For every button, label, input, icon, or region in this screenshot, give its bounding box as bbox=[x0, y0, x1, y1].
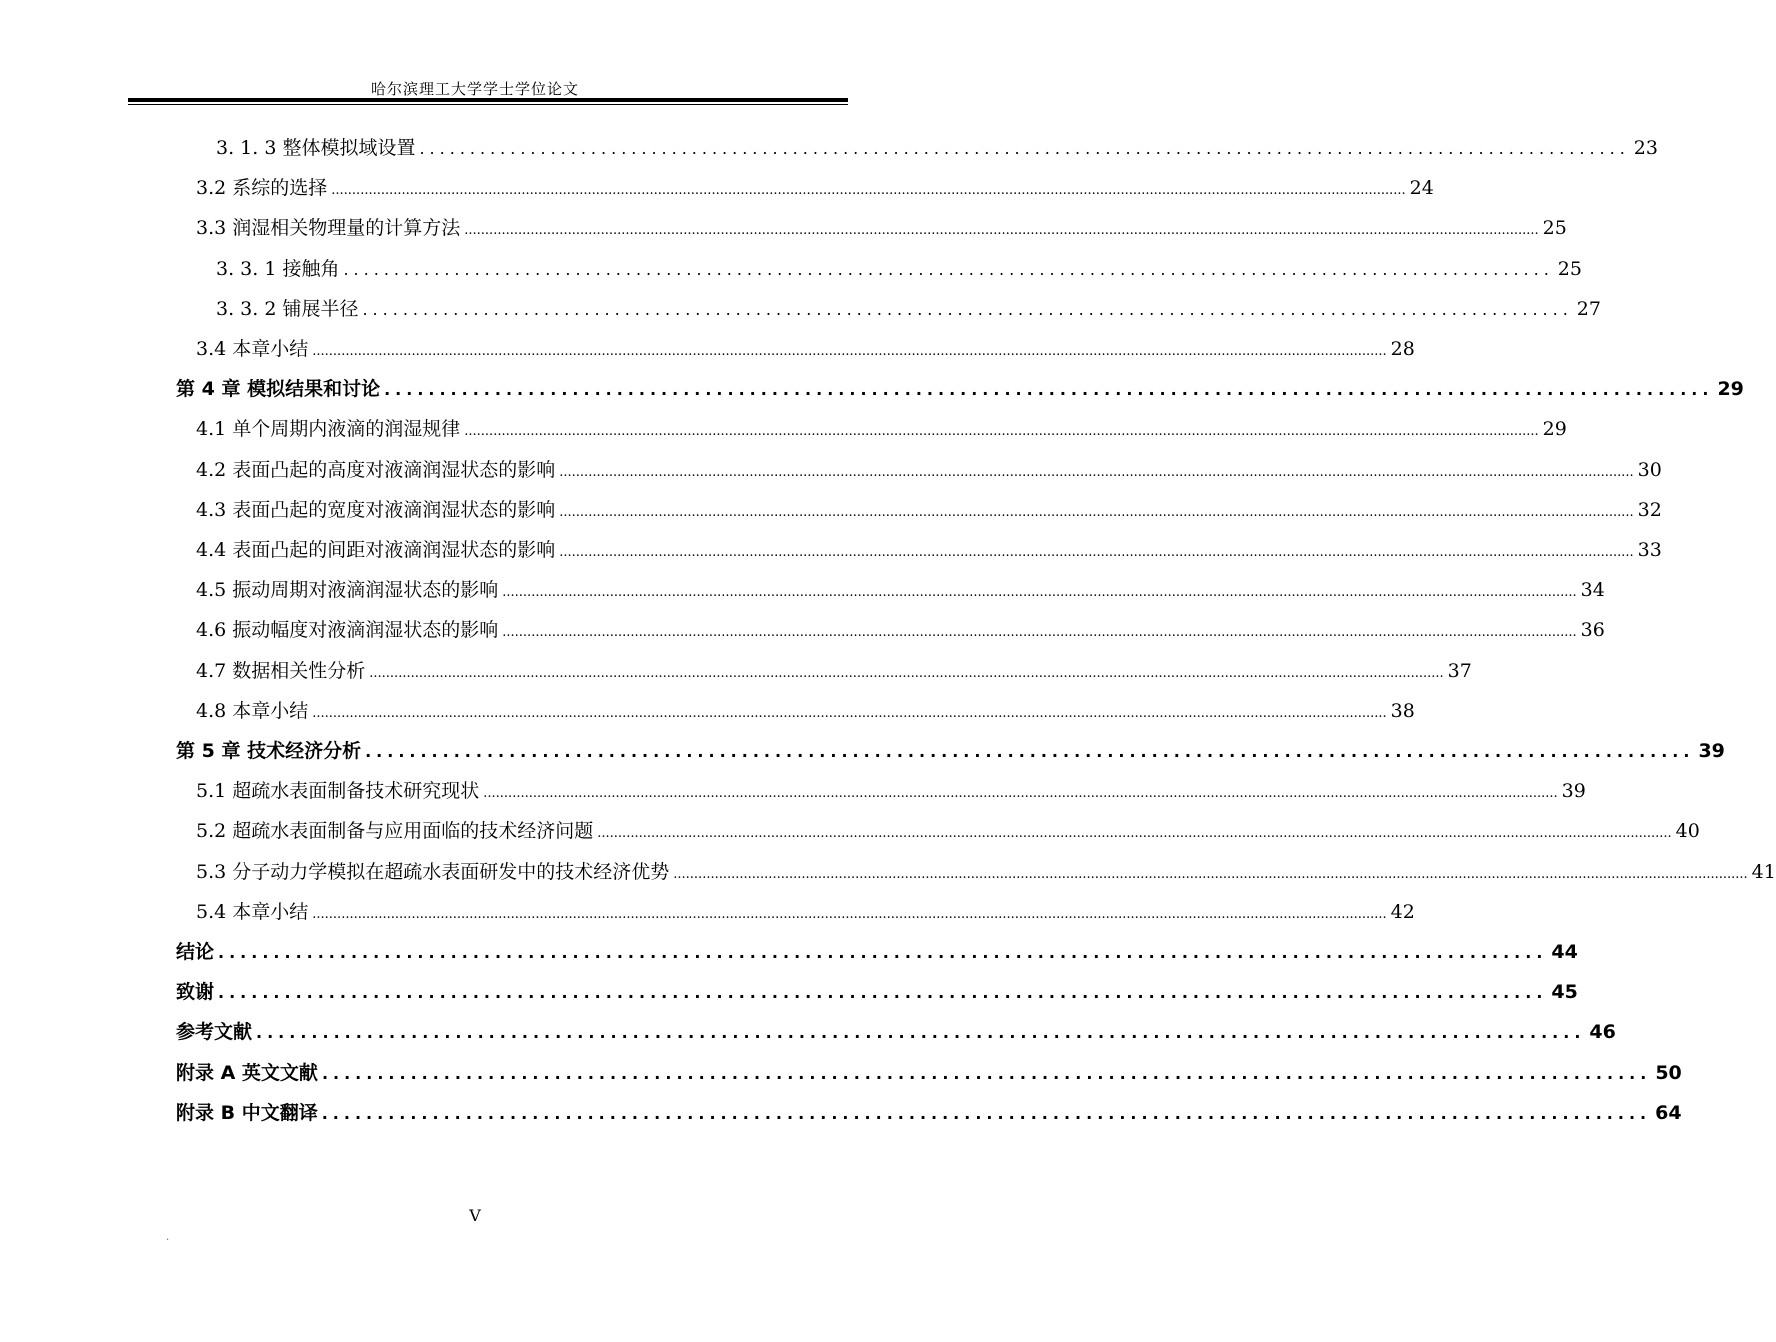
toc-entry-title: 结论 bbox=[176, 941, 215, 963]
toc-entry-title: 3. 3. 2 铺展半径 bbox=[216, 297, 359, 320]
toc-entry-title: 5.2 超疏水表面制备与应用面临的技术经济问题 bbox=[196, 820, 594, 843]
toc-dot-leader: .................................................................................................................................................................................................................................................................... bbox=[559, 464, 1634, 480]
toc-dot-leader: .................................................................................................................................................................................................................................................................... bbox=[369, 665, 1444, 681]
toc-entry-page-number: 41 bbox=[1751, 860, 1776, 883]
toc-entry-title: 3.2 系综的选择 bbox=[196, 177, 328, 200]
toc-entry-title: 5.1 超疏水表面制备技术研究现状 bbox=[196, 780, 480, 803]
toc-entry[interactable] bbox=[176, 932, 1578, 972]
toc-entry[interactable] bbox=[196, 450, 1662, 490]
toc-entry[interactable] bbox=[176, 1012, 1616, 1052]
toc-dot-leader: .................................................................................................................................................................................................................................................................... bbox=[312, 705, 1387, 721]
toc-entry-page-number: 28 bbox=[1390, 338, 1415, 360]
toc-entry[interactable] bbox=[196, 610, 1605, 650]
toc-entry-page-number: 24 bbox=[1409, 177, 1434, 200]
toc-entry[interactable] bbox=[196, 168, 1434, 208]
toc-entry-title: 5.4 本章小结 bbox=[196, 900, 309, 923]
toc-dot-leader: .................................................................................................................................................................................................................................................................... bbox=[464, 424, 1539, 440]
toc-dot-leader: ........................................................................................................................ bbox=[256, 1023, 1586, 1043]
toc-entry-title: 4.2 表面凸起的高度对液滴润湿状态的影响 bbox=[196, 458, 556, 481]
toc-entry-title: 第 4 章 模拟结果和讨论 bbox=[176, 378, 381, 401]
toc-entry-page-number: 29 bbox=[1717, 378, 1744, 401]
toc-entry[interactable] bbox=[196, 811, 1700, 851]
toc-entry-page-number: 40 bbox=[1675, 820, 1700, 843]
toc-entry[interactable] bbox=[196, 892, 1415, 932]
toc-entry-title: 4.5 振动周期对液滴润湿状态的影响 bbox=[196, 579, 499, 602]
toc-entry-title: 4.7 数据相关性分析 bbox=[196, 659, 366, 682]
toc-entry[interactable] bbox=[176, 369, 1744, 409]
header-rule-thick bbox=[128, 98, 848, 102]
toc-dot-leader: .................................................................................................................................................................................................................................................................... bbox=[673, 866, 1748, 882]
toc-dot-leader: ........................................................................................................................ bbox=[362, 299, 1573, 319]
toc-entry-page-number: 25 bbox=[1542, 217, 1567, 240]
toc-entry-page-number: 42 bbox=[1390, 900, 1415, 923]
toc-entry[interactable] bbox=[196, 490, 1662, 530]
toc-entry[interactable] bbox=[196, 409, 1567, 449]
toc-dot-leader: .................................................................................................................................................................................................................................................................... bbox=[312, 906, 1387, 922]
toc-dot-leader: .................................................................................................................................................................................................................................................................... bbox=[559, 504, 1634, 520]
toc-entry[interactable] bbox=[196, 329, 1415, 369]
toc-entry[interactable] bbox=[196, 691, 1415, 731]
toc-dot-leader: .................................................................................................................................................................................................................................................................... bbox=[502, 625, 1577, 641]
toc-entry-title: 致谢 bbox=[176, 981, 215, 1004]
toc-entry-title: 3.4 本章小结 bbox=[196, 338, 309, 360]
header-rule-thin bbox=[128, 104, 848, 105]
toc-dot-leader: ........................................................................................................................ bbox=[419, 139, 1630, 158]
toc-dot-leader: ........................................................................................................................ bbox=[218, 943, 1548, 962]
toc-entry-page-number: 64 bbox=[1655, 1101, 1682, 1124]
toc-entry[interactable] bbox=[176, 1093, 1682, 1133]
toc-dot-leader: ........................................................................................................................ bbox=[321, 1103, 1652, 1123]
toc-entry-title: 4.3 表面凸起的宽度对液滴润湿状态的影响 bbox=[196, 498, 556, 521]
toc-dot-leader: .................................................................................................................................................................................................................................................................... bbox=[483, 786, 1558, 802]
toc-entry-page-number: 38 bbox=[1390, 699, 1415, 722]
toc-entry[interactable] bbox=[196, 208, 1567, 248]
toc-entry-page-number: 33 bbox=[1637, 539, 1662, 561]
toc-entry-title: 参考文献 bbox=[176, 1021, 253, 1044]
toc-entry-page-number: 37 bbox=[1447, 659, 1472, 682]
toc-entry-page-number: 39 bbox=[1698, 740, 1725, 762]
toc-entry[interactable] bbox=[216, 289, 1601, 329]
toc-dot-leader: .................................................................................................................................................................................................................................................................... bbox=[559, 545, 1634, 560]
toc-entry-title: 第 5 章 技术经济分析 bbox=[176, 740, 362, 762]
toc-dot-leader: ........................................................................................................................ bbox=[321, 1063, 1652, 1083]
toc-entry-page-number: 23 bbox=[1633, 137, 1658, 159]
toc-entry-title: 4.1 单个周期内液滴的润湿规律 bbox=[196, 418, 461, 441]
corner-mark: . bbox=[166, 1232, 170, 1243]
toc-entry-title: 4.4 表面凸起的间距对液滴润湿状态的影响 bbox=[196, 539, 556, 561]
toc-entry-page-number: 44 bbox=[1551, 941, 1578, 963]
toc-dot-leader: ........................................................................................................................ bbox=[365, 742, 1695, 761]
toc-entry-page-number: 29 bbox=[1542, 418, 1567, 441]
toc-entry-page-number: 30 bbox=[1637, 458, 1662, 481]
toc-entry-page-number: 32 bbox=[1637, 498, 1662, 521]
running-header-title: 哈尔滨理工大学学士学位论文 bbox=[370, 80, 579, 98]
toc-dot-leader: .................................................................................................................................................................................................................................................................... bbox=[502, 585, 1577, 601]
toc-dot-leader: ........................................................................................................................ bbox=[384, 380, 1714, 400]
toc-entry-page-number: 25 bbox=[1557, 257, 1582, 280]
toc-entry[interactable] bbox=[176, 1053, 1682, 1093]
toc-dot-leader: ........................................................................................................................ bbox=[343, 259, 1554, 279]
toc-entry-page-number: 34 bbox=[1580, 579, 1605, 602]
toc-dot-leader: .................................................................................................................................................................................................................................................................... bbox=[331, 183, 1406, 199]
page-number: V bbox=[469, 1206, 481, 1225]
toc-entry[interactable] bbox=[196, 651, 1472, 691]
toc-dot-leader: .................................................................................................................................................................................................................................................................... bbox=[312, 344, 1387, 359]
toc-entry[interactable] bbox=[196, 570, 1605, 610]
toc-entry-title: 4.6 振动幅度对液滴润湿状态的影响 bbox=[196, 619, 499, 642]
toc-entry-page-number: 50 bbox=[1655, 1061, 1682, 1084]
toc-entry-title: 附录 A 英文文献 bbox=[176, 1061, 318, 1084]
toc-entry-title: 附录 B 中文翻译 bbox=[176, 1101, 318, 1124]
toc-entry[interactable] bbox=[176, 731, 1725, 771]
toc-entry[interactable] bbox=[196, 530, 1662, 570]
toc-dot-leader: .................................................................................................................................................................................................................................................................... bbox=[464, 223, 1539, 239]
toc-entry[interactable] bbox=[196, 771, 1586, 811]
toc-entry-page-number: 45 bbox=[1551, 981, 1578, 1004]
toc-entry-title: 3. 3. 1 接触角 bbox=[216, 257, 340, 280]
toc-dot-leader: .................................................................................................................................................................................................................................................................... bbox=[597, 826, 1672, 842]
toc-entry-page-number: 39 bbox=[1561, 780, 1586, 803]
toc-entry-page-number: 46 bbox=[1589, 1021, 1616, 1044]
toc-entry[interactable] bbox=[176, 972, 1578, 1012]
toc-entry[interactable] bbox=[196, 852, 1776, 892]
toc-entry-title: 3. 1. 3 整体模拟域设置 bbox=[216, 137, 416, 159]
toc-entry[interactable] bbox=[216, 249, 1582, 289]
toc-entry-title: 4.8 本章小结 bbox=[196, 699, 309, 722]
toc-entry[interactable] bbox=[216, 128, 1658, 168]
toc-dot-leader: ........................................................................................................................ bbox=[218, 983, 1548, 1003]
toc-entry-page-number: 27 bbox=[1576, 297, 1601, 320]
toc-entry-title: 5.3 分子动力学模拟在超疏水表面研发中的技术经济优势 bbox=[196, 860, 670, 883]
toc-entry-page-number: 36 bbox=[1580, 619, 1605, 642]
toc-entry-title: 3.3 润湿相关物理量的计算方法 bbox=[196, 217, 461, 240]
